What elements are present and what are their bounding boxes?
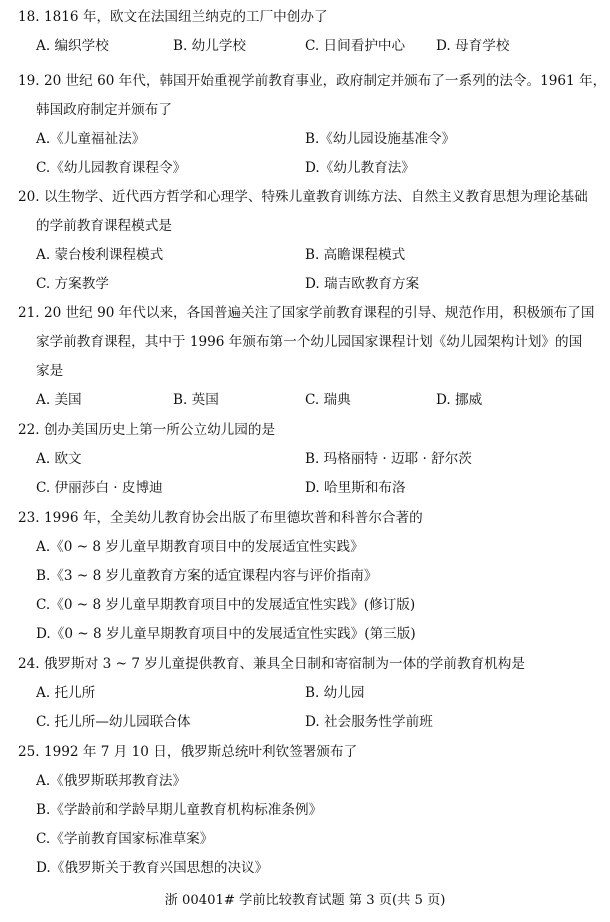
question-21-stem-line-2: 家学前教育课程，其中于 1996 年颁布第一个幼儿园国家课程计划《幼儿园架构计划》的国 <box>36 334 583 350</box>
question-25-option-b: B.《学龄前和学龄早期儿童教育机构标准条例》 <box>36 802 323 818</box>
question-24-option-d: D. 社会服务性学前班 <box>305 714 433 730</box>
question-19-option-d: D.《幼儿教育法》 <box>305 160 415 176</box>
question-19-stem-line-1: 19. 20 世纪 60 年代，韩国开始重视学前教育事业，政府制定并颁布了一系列的法令。1961 年， <box>18 73 607 89</box>
question-19-option-c: C.《幼儿园教育课程令》 <box>36 160 187 176</box>
question-23-option-c: C.《0 ~ 8 岁儿童早期教育项目中的发展适宜性实践》(修订版) <box>36 597 416 613</box>
question-21-option-d: D. 挪威 <box>436 392 483 408</box>
question-21-option-b: B. 英国 <box>173 392 219 408</box>
question-22-option-c: C. 伊丽莎白 · 皮博迪 <box>36 480 163 496</box>
question-18-option-a: A. 编织学校 <box>36 38 109 54</box>
page-footer: 浙 00401# 学前比较教育试题 第 3 页(共 5 页) <box>164 893 446 908</box>
question-20-option-a: A. 蒙台梭利课程模式 <box>36 247 164 263</box>
question-24-option-a: A. 托儿所 <box>36 685 96 701</box>
question-23-option-d: D.《0 ~ 8 岁儿童早期教育项目中的发展适宜性实践》(第三版) <box>36 626 416 642</box>
question-20-option-d: D. 瑞吉欧教育方案 <box>305 276 420 292</box>
question-24-option-b: B. 幼儿园 <box>305 685 365 701</box>
question-24-option-c: C. 托儿所—幼儿园联合体 <box>36 714 191 730</box>
question-22-option-b: B. 玛格丽特 · 迈耶 · 舒尔茨 <box>305 451 472 467</box>
question-25-stem: 25. 1992 年 7 月 10 日，俄罗斯总统叶利钦签署颁布了 <box>18 744 358 760</box>
question-21-option-a: A. 美国 <box>36 392 82 408</box>
question-20-stem-line-2: 的学前教育课程模式是 <box>36 218 172 234</box>
question-23-option-b: B.《3 ~ 8 岁儿童教育方案的适宜课程内容与评价指南》 <box>36 568 378 584</box>
question-19-option-b: B.《幼儿园设施基准令》 <box>305 131 456 147</box>
question-20-option-b: B. 高瞻课程模式 <box>305 247 406 263</box>
question-18-option-c: C. 日间看护中心 <box>305 38 406 54</box>
question-23-stem: 23. 1996 年，全美幼儿教育协会出版了布里德坎普和科普尔合著的 <box>18 510 423 526</box>
question-25-option-a: A.《俄罗斯联邦教育法》 <box>36 773 187 789</box>
question-23-option-a: A.《0 ~ 8 岁儿童早期教育项目中的发展适宜性实践》 <box>36 539 364 555</box>
question-18-option-b: B. 幼儿学校 <box>173 38 247 54</box>
question-25-option-c: C.《学前教育国家标准草案》 <box>36 831 214 847</box>
question-22-option-a: A. 欧文 <box>36 451 82 467</box>
question-22-option-d: D. 哈里斯和布洛 <box>305 480 406 496</box>
question-24-stem: 24. 俄罗斯对 3 ~ 7 岁儿童提供教育、兼具全日制和寄宿制为一体的学前教育机构是 <box>18 656 525 672</box>
question-18-stem: 18. 1816 年，欧文在法国纽兰纳克的工厂中创办了 <box>18 9 328 25</box>
question-18-option-d: D. 母育学校 <box>436 38 510 54</box>
question-21-stem-line-3: 家是 <box>36 363 64 379</box>
question-25-option-d: D.《俄罗斯关于教育兴国思想的决议》 <box>36 860 269 876</box>
question-21-stem-line-1: 21. 20 世纪 90 年代以来，各国普遍关注了国家学前教育课程的引导、规范作用，积极颁布了国 <box>18 305 595 321</box>
question-22-stem: 22. 创办美国历史上第一所公立幼儿园的是 <box>18 422 276 438</box>
question-19-stem-line-2: 韩国政府制定并颁布了 <box>36 102 172 118</box>
question-20-option-c: C. 方案教学 <box>36 276 109 292</box>
question-19-option-a: A.《儿童福祉法》 <box>36 131 146 147</box>
question-21-option-c: C. 瑞典 <box>305 392 351 408</box>
question-20-stem-line-1: 20. 以生物学、近代西方哲学和心理学、特殊儿童教育训练方法、自然主义教育思想为理论基础 <box>18 189 588 205</box>
